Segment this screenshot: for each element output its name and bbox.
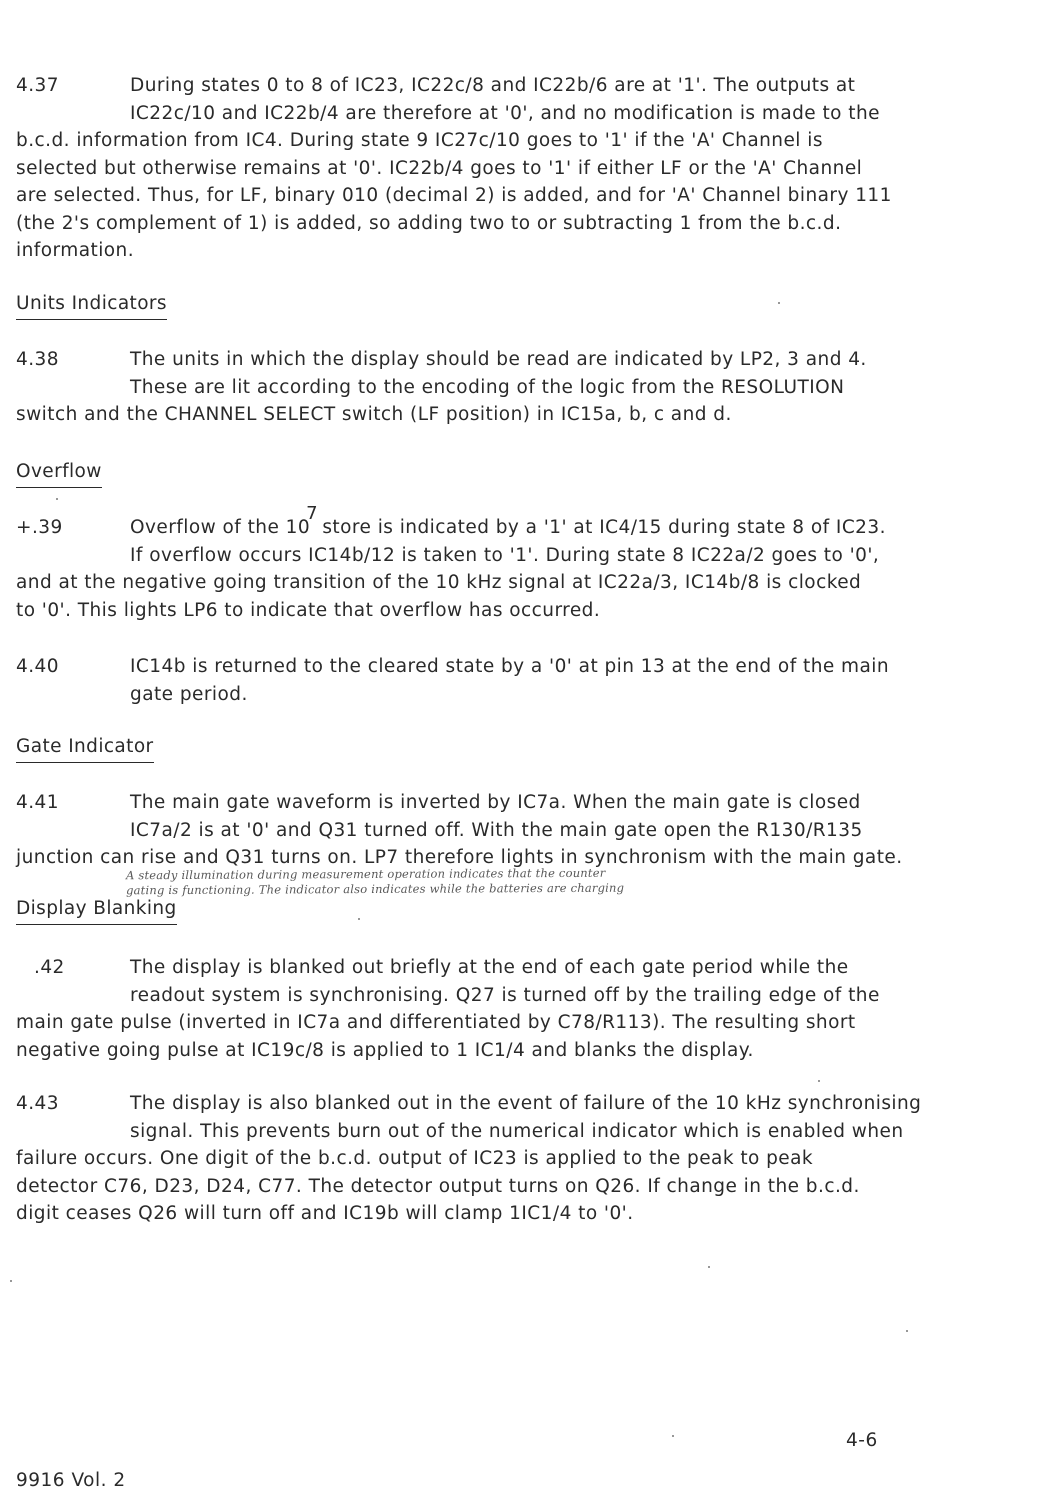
paragraph-4-41 (16, 789, 1006, 872)
scan-speck (10, 1280, 12, 1282)
paragraph-line: and at the negative going transition of the 10 kHz signal at IC22a/3, IC14b/8 is clocked (16, 572, 862, 593)
paragraph-4-39 (16, 503, 1006, 624)
section-heading-overflow: Overflow (16, 460, 102, 488)
paragraph-line: junction can rise and Q31 turns on. LP7 therefore lights in synchronism with the main gate. (16, 847, 903, 868)
paragraph-number: 4.41 (16, 792, 59, 813)
section-heading-display-blanking: Display Blanking (16, 897, 177, 925)
paragraph-number: 4.37 (16, 75, 59, 96)
paragraph-line: detector C76, D23, D24, C77. The detector output turns on Q26. If change in the b.c.d. (16, 1175, 860, 1197)
paragraph-line: b.c.d. information from IC4. During state 9 IC27c/10 goes to '1' if the 'A' Channel is (16, 130, 823, 151)
paragraph-line: IC7a/2 is at '0' and Q31 turned off. With the main gate open the R130/R135 (130, 819, 863, 841)
paragraph-number: 4.43 (16, 1093, 59, 1114)
paragraph-line: (the 2's complement of 1) is added, so adding two to or subtracting 1 from the b.c.d. (16, 212, 842, 234)
scan-speck (56, 498, 58, 500)
scan-speck (708, 1266, 710, 1268)
section-heading-units-indicators: Units Indicators (16, 292, 167, 320)
paragraph-4-38 (16, 346, 1006, 429)
superscript-exponent: 7 (306, 503, 318, 524)
scan-speck (358, 918, 360, 920)
paragraph-line: are selected. Thus, for LF, binary 010 (decimal 2) is added, and for 'A' Channel binary 111 (16, 185, 892, 206)
paragraph-4-43 (16, 1090, 1006, 1228)
paragraph-line: switch and the CHANNEL SELECT switch (LF position) in IC15a, b, c and d. (16, 404, 732, 425)
paragraph-line: These are lit according to the encoding of the logic from the RESOLUTION (130, 376, 845, 398)
paragraph-4-42 (16, 954, 1006, 1064)
paragraph-line: main gate pulse (inverted in IC7a and differentiated by C78/R113). The resulting short (16, 1012, 856, 1033)
scan-speck (906, 1330, 908, 1332)
scan-speck (778, 302, 780, 304)
paragraph-line: IC22c/10 and IC22b/4 are therefore at '0', and no modification is made to the (130, 102, 880, 124)
paragraph-line: gate period. (130, 683, 248, 705)
handwritten-line: A steady illumination during measurement operation indicates that the counter (125, 865, 606, 883)
document-reference: 9916 Vol. 2 (16, 1470, 126, 1491)
paragraph-line: The main gate waveform is inverted by IC7a. When the main gate is closed (130, 792, 861, 813)
paragraph-line: negative going pulse at IC19c/8 is applied to 1 IC1/4 and blanks the display. (16, 1039, 754, 1061)
paragraph-number: +.39 (16, 517, 63, 538)
scan-speck (818, 1080, 820, 1082)
paragraph-4-37 (16, 72, 1006, 265)
paragraph-line: digit ceases Q26 will turn off and IC19b will clamp 1IC1/4 to '0'. (16, 1203, 634, 1224)
section-heading-gate-indicator: Gate Indicator (16, 735, 154, 763)
paragraph-number: 4.40 (16, 656, 59, 677)
paragraph-line: IC14b is returned to the cleared state by a '0' at pin 13 at the end of the main (130, 656, 890, 677)
paragraph-number: .42 (34, 957, 65, 978)
scan-speck (672, 1435, 674, 1437)
paragraph-number: 4.38 (16, 349, 59, 370)
paragraph-line: If overflow occurs IC14b/12 is taken to '1'. During state 8 IC22a/2 goes to '0', (130, 544, 880, 566)
paragraph-line: information. (16, 240, 135, 261)
paragraph-line: to '0'. This lights LP6 to indicate that overflow has occurred. (16, 599, 601, 621)
page-number: 4-6 (846, 1430, 878, 1451)
paragraph-line: Overflow of the 10 (130, 517, 311, 538)
paragraph-line: signal. This prevents burn out of the numerical indicator which is enabled when (130, 1120, 904, 1142)
paragraph-line: store is indicated by a '1' at IC4/15 during state 8 of IC23. (315, 517, 886, 538)
handwritten-annotation (126, 864, 996, 899)
paragraph-line: The display is blanked out briefly at the end of each gate period while the (130, 957, 849, 978)
paragraph-line: The display is also blanked out in the event of failure of the 10 kHz synchronising (130, 1093, 922, 1114)
paragraph-line: selected but otherwise remains at '0'. IC22b/4 goes to '1' if either LF or the 'A' Channel (16, 157, 863, 179)
paragraph-line: readout system is synchronising. Q27 is turned off by the trailing edge of the (130, 984, 880, 1006)
paragraph-line: The units in which the display should be read are indicated by LP2, 3 and 4. (130, 349, 867, 370)
paragraph-line: During states 0 to 8 of IC23, IC22c/8 and IC22b/6 are at '1'. The outputs at (130, 75, 856, 96)
paragraph-4-40 (16, 653, 1006, 708)
handwritten-line: gating is functioning. The indicator also indicates while the batteries are charging (126, 880, 625, 898)
paragraph-line: failure occurs. One digit of the b.c.d. output of IC23 is applied to the peak to peak (16, 1148, 814, 1169)
